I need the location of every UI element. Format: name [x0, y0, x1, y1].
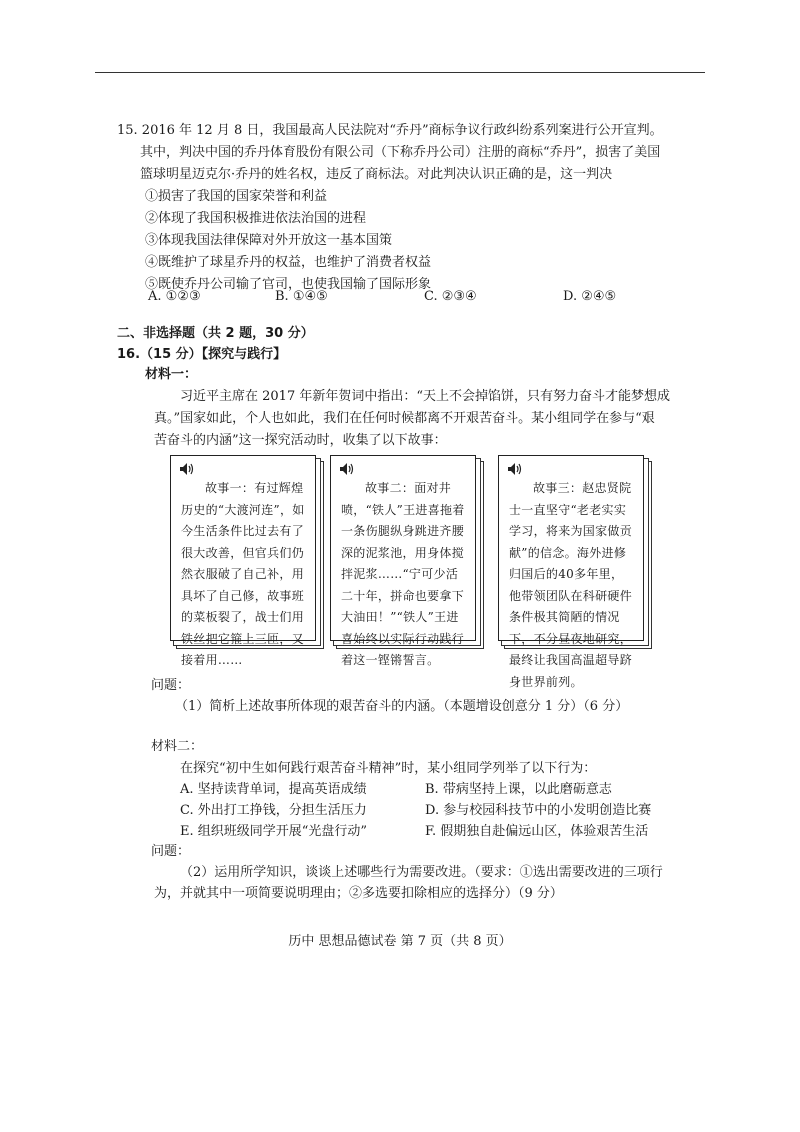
- story-text-3: 故事三：赵忠贤院士一直坚守“老老实实学习，将来为国家做贡献”的信念。海外进修归国后的40多年里，他带领团队在科研硬件条件极其简陋的情况下，不分昼夜地研究，最终让我国高温超导跻身世界前列。: [509, 481, 633, 689]
- section-heading: 二、非选择题（共 2 题，30 分）: [117, 326, 314, 341]
- q15-item-5: ⑤既使乔丹公司输了官司，也使我国输了国际形象: [145, 277, 432, 292]
- q15-item-2: ②体现了我国积极推进依法治国的进程: [145, 211, 367, 226]
- q15-stem-line-3: 篮球明星迈克尔·乔丹的姓名权，违反了商标法。对此判决认识正确的是，这一判决: [140, 167, 613, 182]
- top-rule: [95, 72, 705, 73]
- material1-line-2: 真。”国家如此，个人也如此，我们在任何时候都离不开艰苦奋斗。某小组同学在参与“艰: [154, 411, 655, 426]
- story-card-body: [170, 455, 316, 667]
- q15-item-1: ①损害了我国的国家荣誉和利益: [145, 189, 328, 204]
- q15-option-b: B. ①④⑤: [275, 289, 328, 304]
- question-label-1: 问题：: [151, 678, 191, 693]
- q15-option-c: C. ②③④: [424, 289, 477, 304]
- behavior-f: F. 假期独自赴偏远山区，体验艰苦生活: [425, 824, 649, 839]
- behavior-c: C. 外出打工挣钱，分担生活压力: [180, 803, 367, 818]
- story-card-body: [330, 455, 476, 667]
- material1-line-3: 苦奋斗的内涵”这一探究活动时，收集了以下故事：: [154, 433, 447, 448]
- speaker-icon: [507, 462, 523, 476]
- q15-stem-line-2: 其中，判决中国的乔丹体育股份有限公司（下称乔丹公司）注册的商标“乔丹”，损害了美国: [140, 145, 661, 160]
- story-card-2: [330, 455, 476, 667]
- story-card-3: [498, 455, 644, 689]
- q16-header: 16.（15 分）【探究与践行】: [117, 347, 287, 362]
- speaker-icon: [179, 462, 195, 476]
- story-card-body: [498, 455, 644, 689]
- page-footer: 历中 思想品德试卷 第 7 页（共 8 页）: [288, 934, 512, 949]
- question-label-2: 问题：: [151, 844, 191, 859]
- speaker-icon: [339, 462, 355, 476]
- material2-intro: 在探究“初中生如何践行艰苦奋斗精神”时，某小组同学列举了以下行为：: [180, 761, 597, 776]
- story-card-1: [170, 455, 316, 667]
- question-1: （1）简析上述故事所体现的艰苦奋斗的内涵。（本题增设创意分 1 分）（6 分）: [175, 699, 629, 714]
- material1-label: 材料一：: [145, 367, 198, 382]
- q15-stem-line-1: 15. 2016 年 12 月 8 日，我国最高人民法院对“乔丹”商标争议行政纠纷系列案进行公开宣判。: [117, 123, 663, 138]
- material1-line-1: 习近平主席在 2017 年新年贺词中指出：“天上不会掉馅饼，只有努力奋斗才能梦想成: [180, 389, 670, 404]
- behavior-b: B. 带病坚持上课，以此磨砺意志: [425, 782, 612, 797]
- q15-option-d: D. ②④⑤: [563, 289, 617, 304]
- question-2-line-2: 为，并就其中一项简要说明理由；②多选要扣除相应的选择分）（9 分）: [154, 886, 563, 901]
- behavior-a: A. 坚持读背单词，提高英语成绩: [180, 782, 367, 797]
- question-2-line-1: （2）运用所学知识，谈谈上述哪些行为需要改进。（要求：①选出需要改进的三项行: [180, 865, 663, 880]
- material2-label: 材料二：: [151, 739, 204, 754]
- q15-option-a: A. ①②③: [148, 289, 201, 304]
- behavior-e: E. 组织班级同学开展“光盘行动”: [180, 824, 368, 839]
- q15-item-4: ④既维护了球星乔丹的权益，也维护了消费者权益: [145, 255, 432, 270]
- q15-item-3: ③体现我国法律保障对外开放这一基本国策: [145, 233, 393, 248]
- story-text-2: 故事二：面对井喷，“铁人”王进喜拖着一条伤腿纵身跳进齐腰深的泥浆池，用身体搅拌泥浆……“宁可少活二十年，拼命也要拿下大油田！”“铁人”王进喜始终以实际行动践行着这一铿锵誓言。: [341, 481, 465, 667]
- behavior-d: D. 参与校园科技节中的小发明创造比赛: [425, 803, 652, 818]
- story-text-1: 故事一：有过辉煌历史的“大渡河连”，如今生活条件比过去有了很大改善，但官兵们仍然衣服破了自己补，用具坏了自己修，故事班的菜板裂了，战士们用铁丝把它箍上三匝，又接着用……: [181, 481, 305, 667]
